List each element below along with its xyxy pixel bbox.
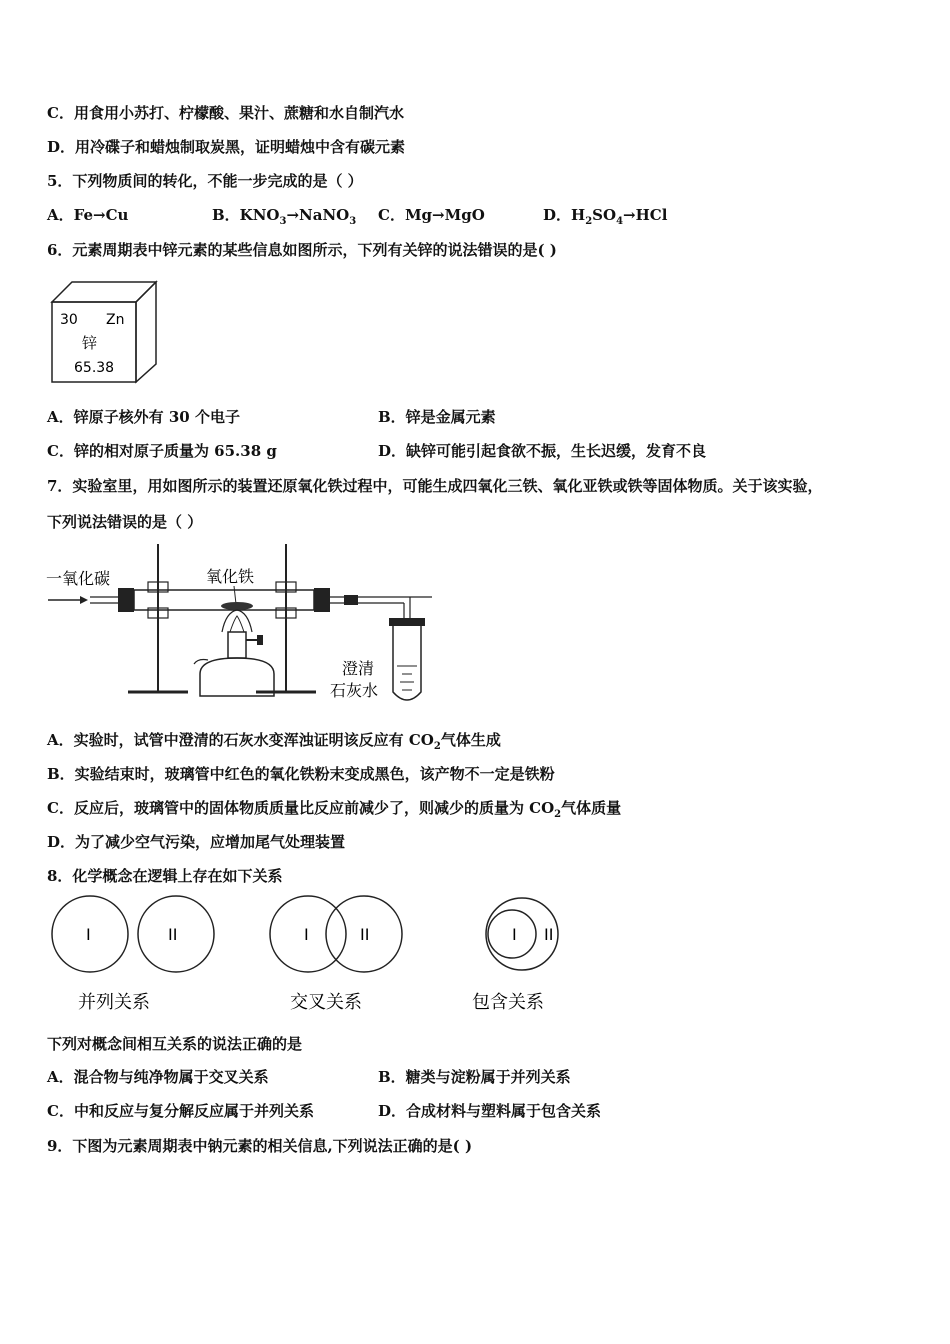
q7-option-a: A．实验时，试管中澄清的石灰水变浑浊证明该反应有 $CO_2$气体生成 — [47, 731, 501, 752]
arrow-icon — [80, 596, 88, 604]
q8-option-d: D．合成材料与塑料属于包含关系 — [378, 1102, 602, 1120]
zinc-element-card — [48, 278, 160, 386]
q7-option-b: B．实验结束时，玻璃管中红色的氧化铁粉末变成黑色，该产物不一定是铁粉 — [47, 765, 555, 783]
svg-text:II: II — [360, 925, 370, 944]
q7-stem-line1: 7．实验室里，用如图所示的装置还原氧化铁过程中，可能生成四氧化三铁、氧化亚铁或铁等固体物质。关于该实验， — [47, 477, 823, 495]
q5-stem: 5．下列物质间的转化，不能一步完成的是（ ） — [47, 172, 363, 190]
q6-option-c: C．锌的相对原子质量为 65.38 g — [47, 442, 277, 460]
q6-option-d: D．缺锌可能引起食欲不振，生长迟缓，发育不良 — [378, 442, 707, 460]
q9-stem: 9．下图为元素周期表中钠元素的相关信息,下列说法正确的是( ) — [47, 1137, 473, 1155]
q7-option-d: D．为了减少空气污染，应增加尾气处理装置 — [47, 833, 346, 851]
q4-option-c: C．用食用小苏打、柠檬酸、果汁、蔗糖和水自制汽水 — [47, 104, 404, 122]
ferric-oxide-label: 氧化铁 — [206, 567, 255, 586]
svg-text:II: II — [168, 925, 178, 944]
q8-stem: 8．化学概念在逻辑上存在如下关系 — [47, 867, 283, 885]
q7-option-c: C．反应后，玻璃管中的固体物质质量比反应前减少了，则减少的质量为 $CO_2$气体质量 — [47, 799, 622, 820]
q6-option-a: A．锌原子核外有 30 个电子 — [47, 408, 240, 426]
atomic-mass: 65.38 — [74, 360, 115, 376]
q8-option-b: B．糖类与淀粉属于并列关系 — [378, 1068, 571, 1086]
q4-option-d: D．用冷碟子和蜡烛制取炭黑，证明蜡烛中含有碳元素 — [47, 138, 406, 156]
q5-option-a: A．Fe→Cu — [47, 206, 129, 224]
atomic-number: 30 — [60, 312, 78, 328]
element-symbol: Zn — [106, 312, 125, 328]
svg-text:I: I — [304, 925, 309, 944]
co-reduction-apparatus — [44, 540, 439, 710]
svg-text:I: I — [512, 925, 517, 944]
q5-option-c: C．Mg→MgO — [378, 206, 485, 224]
q5-option-b: B．$KNO_3\to NaNO_3$ — [212, 206, 357, 227]
parallel-relation-label: 并列关系 — [78, 992, 150, 1013]
svg-text:I: I — [86, 925, 91, 944]
element-name: 锌 — [82, 334, 98, 352]
q7-stem-line2: 下列说法错误的是（ ） — [47, 513, 203, 531]
q8-sub-stem: 下列对概念间相互关系的说法正确的是 — [47, 1035, 303, 1053]
co-label: 一氧化碳 — [46, 569, 111, 588]
svg-text:II: II — [544, 925, 554, 944]
contain-relation-label: 包含关系 — [472, 992, 544, 1013]
q5-option-d: D．$H_2SO_4\to HCl$ — [543, 206, 668, 227]
q8-option-c: C．中和反应与复分解反应属于并列关系 — [47, 1102, 314, 1120]
q6-stem: 6．元素周期表中锌元素的某些信息如图所示，下列有关锌的说法错误的是( ) — [47, 241, 557, 259]
limewater-label-2: 石灰水 — [330, 681, 379, 700]
q8-option-a: A．混合物与纯净物属于交叉关系 — [47, 1068, 269, 1086]
limewater-label-1: 澄清 — [342, 659, 375, 678]
venn-relationship-figure — [44, 892, 584, 1022]
q6-option-b: B．锌是金属元素 — [378, 408, 496, 426]
cross-relation-label: 交叉关系 — [290, 992, 362, 1013]
